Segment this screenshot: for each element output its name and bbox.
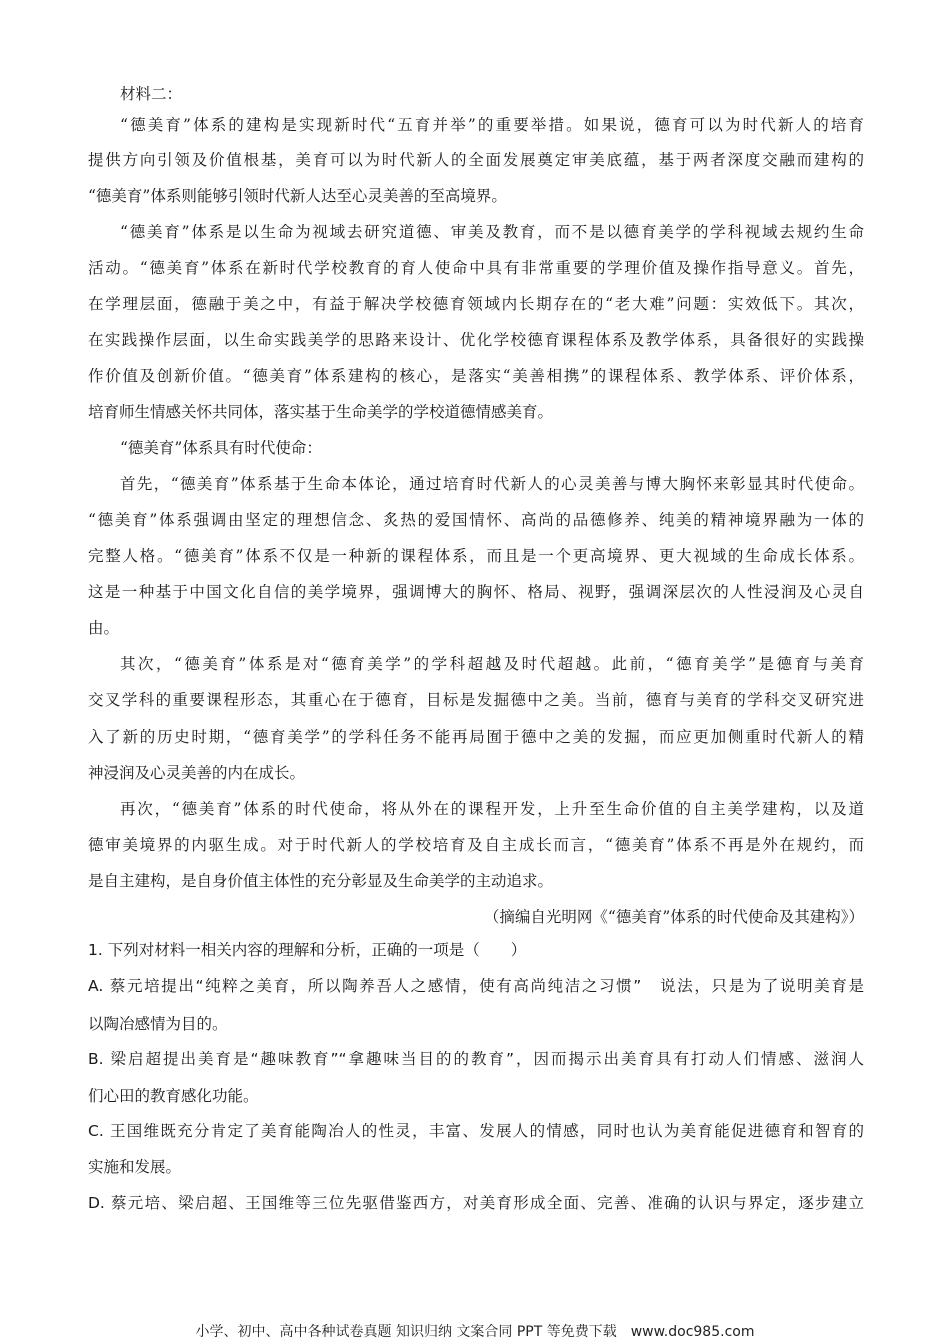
paragraph-line: 在实践操作层面，以生命实践美学的思路来设计、优化学校德育课程体系及教学体系，具备很好的实践操 bbox=[88, 331, 864, 349]
paragraph-line: 再次，“德美育”体系的时代使命，将从外在的课程开发，上升至生命价值的自主美学建构，以及道 bbox=[120, 800, 864, 818]
paragraph-line: “德美育”体系则能够引领时代新人达至心灵美善的至高境界。 bbox=[88, 187, 507, 205]
material-two-heading: 材料二： bbox=[120, 85, 183, 103]
paragraph-line: 这是一种基于中国文化自信的美学境界，强调博大的胸怀、格局、视野，强调深层次的人性浸润及心灵自 bbox=[88, 583, 864, 601]
option-a: A. 蔡元培提出“纯粹之美育，所以陶养吾人之感情，使有高尚纯洁之习惯” 说法，只是为了说明美育是 bbox=[88, 977, 864, 995]
option-b-cont: 们心田的教育感化功能。 bbox=[88, 1087, 259, 1105]
paragraph-line: “德美育”体系强调由坚定的理想信念、炙热的爱国情怀、高尚的品德修养、纯美的精神境界融为一体的 bbox=[88, 511, 864, 529]
paragraph-line: 入了新的历史时期，“德育美学”的学科任务不能再局囿于德中之美的发掘，而应更加侧重时代新人的精 bbox=[88, 728, 864, 746]
paragraph-line: 由。 bbox=[88, 619, 120, 637]
paragraph-line: 完整人格。“德美育”体系不仅是一种新的课程体系，而且是一个更高境界、更大视域的生命成长体系。 bbox=[88, 547, 864, 565]
option-b: B. 梁启超提出美育是“趣味教育”“拿趣味当目的的教育”，因而揭示出美育具有打动人们情感、滋润人 bbox=[88, 1050, 864, 1068]
option-d: D. 蔡元培、梁启超、王国维等三位先驱借鉴西方，对美育形成全面、完善、准确的认识与界定，逐步建立 bbox=[88, 1194, 864, 1212]
source-citation: （摘编自光明网《“德美育”体系的时代使命及其建构》） bbox=[483, 908, 864, 926]
option-c: C. 王国维既充分肯定了美育能陶冶人的性灵，丰富、发展人的情感，同时也认为美育能促进德育和智育的 bbox=[88, 1122, 864, 1140]
paragraph-line: “德美育”体系是以生命为视域去研究道德、审美及教育，而不是以德育美学的学科视域去规约生命 bbox=[120, 223, 864, 241]
paragraph-line: 神浸润及心灵美善的内在成长。 bbox=[88, 764, 306, 782]
paragraph-line: 其次，“德美育”体系是对“德育美学”的学科超越及时代超越。此前，“德育美学”是德育与美育 bbox=[120, 655, 864, 673]
paragraph-line: 在学理层面，德融于美之中，有益于解决学校德育领域内长期存在的“老大难”问题：实效低下。其次， bbox=[88, 295, 864, 313]
paragraph-line: 提供方向引领及价值根基，美育可以为时代新人的全面发展奠定审美底蕴，基于两者深度交融而建构的 bbox=[88, 151, 864, 169]
paragraph-line: 交叉学科的重要课程形态，其重心在于德育，目标是发掘德中之美。当前，德育与美育的学科交叉研究进 bbox=[88, 691, 864, 709]
paragraph-line: 德审美境界的内驱生成。对于时代新人的学校培育及自主成长而言，“德美育”体系不再是外在规约，而 bbox=[88, 836, 864, 854]
paragraph-line: “德美育”体系具有时代使命： bbox=[120, 439, 322, 457]
paragraph-line: 作价值及创新价值。“德美育”体系建构的核心，是落实“美善相携”的课程体系、教学体系、评价体系， bbox=[88, 367, 864, 385]
option-a-cont: 以陶冶感情为目的。 bbox=[88, 1015, 228, 1033]
option-c-cont: 实施和发展。 bbox=[88, 1158, 182, 1176]
paragraph-line: 培育师生情感关怀共同体，落实基于生命美学的学校道德情感美育。 bbox=[88, 403, 554, 421]
footer-link[interactable]: 小学、初中、高中各种试卷真题 知识归纳 文案合同 PPT 等免费下载 www.doc985.com bbox=[195, 1324, 755, 1340]
paragraph-line: 是自主建构，是自身价值主体性的充分彰显及生命美学的主动追求。 bbox=[88, 872, 554, 890]
paragraph-line: “德美育”体系的建构是实现新时代“五育并举”的重要举措。如果说，德育可以为时代新人的培育 bbox=[120, 116, 864, 134]
question-stem: 1. 下列对材料一相关内容的理解和分析，正确的一项是（ ） bbox=[88, 941, 527, 959]
paragraph-line: 活动。“德美育”体系在新时代学校教育的育人使命中具有非常重要的学理价值及操作指导意义。首先， bbox=[88, 259, 864, 277]
paragraph-line: 首先，“德美育”体系基于生命本体论，通过培育时代新人的心灵美善与博大胸怀来彰显其时代使命。 bbox=[120, 475, 864, 493]
